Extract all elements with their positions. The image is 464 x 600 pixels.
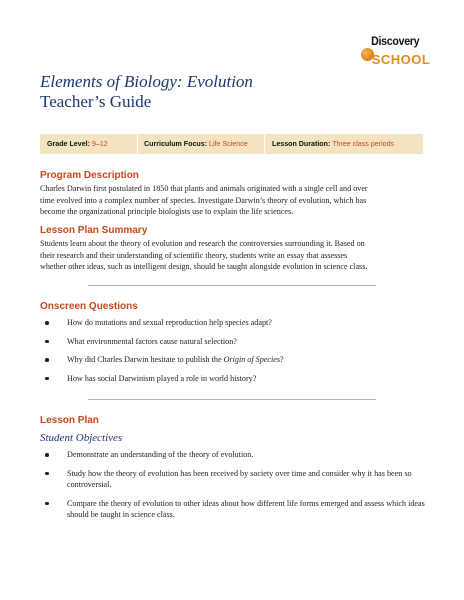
onscreen-questions-list (40, 317, 430, 391)
list-item (40, 468, 430, 491)
objective-text: Demonstrate an understanding of the theory of evolution. (67, 450, 254, 459)
text-line: Students learn about the theory of evolution and research the controversies surrounding it. Based on (40, 239, 365, 248)
lesson-plan-summary-text (40, 238, 434, 273)
bullet-icon (45, 358, 49, 362)
grade-level-label: Grade Level: (47, 140, 90, 148)
bullet-icon (45, 340, 49, 344)
list-item (40, 449, 430, 461)
objective-text: Study how the theory of evolution has been received by society over time and consider why it has been so controversial. (67, 468, 412, 489)
onscreen-questions-heading: Onscreen Questions (40, 301, 138, 312)
logo-school-text: SCHOOL (371, 52, 431, 67)
book-title: Origin of Species (223, 355, 281, 364)
student-objectives-heading: Student Objectives (40, 432, 123, 444)
text-line: become the organizational principle biologists use to explain the life sciences. (40, 207, 294, 216)
text-line: whether other ideas, such as intelligent design, should be taught alongside evolution in science class. (40, 262, 368, 271)
list-item (40, 498, 430, 521)
text-line: their research and their understanding of scientific theory, students write an essay that assesses (40, 250, 348, 260)
band-divider (264, 134, 265, 154)
bullet-icon (45, 377, 49, 381)
question-text: What environmental factors cause natural selection? (67, 336, 237, 346)
lesson-duration-value: Three class periods (332, 140, 395, 148)
lesson-info-band (40, 134, 423, 154)
student-objectives-list (40, 449, 430, 528)
section-divider (88, 285, 376, 286)
lesson-duration-label: Lesson Duration: (272, 140, 331, 148)
lesson-duration (272, 140, 394, 148)
objective-text: Compare the theory of evolution to other ideas about how different life forms emerged and assess which ideas should be taught in science class. (67, 498, 425, 519)
question-text: How do mutations and sexual reproduction help species adapt? (67, 318, 272, 327)
question-mark: ? (280, 355, 284, 364)
text-line: time evolved into a complex number of species. Investigate Darwin’s theory of evolution, which has (40, 195, 367, 205)
band-divider (137, 134, 138, 154)
list-item (40, 373, 430, 385)
text-line: Charles Darwin first postulated in 1850 that plants and animals originated with a single cell and over (40, 184, 368, 193)
lesson-plan-heading: Lesson Plan (40, 415, 99, 426)
question-text: Why did Charles Darwin hesitate to publish the (67, 355, 224, 364)
curriculum-focus-label: Curriculum Focus: (144, 140, 208, 148)
bullet-icon (45, 321, 49, 325)
list-item (40, 354, 430, 366)
guide-subtitle: Teacher’s Guide (40, 92, 152, 111)
list-item (40, 336, 430, 348)
bullet-icon (45, 453, 49, 457)
bullet-icon (45, 472, 49, 476)
question-text: How has social Darwinism played a role in world history? (67, 373, 257, 383)
grade-level-value: 9–12 (91, 140, 108, 148)
bullet-icon (45, 502, 49, 506)
curriculum-focus (144, 140, 248, 148)
grade-level (47, 140, 108, 148)
discovery-school-logo (363, 26, 433, 76)
program-description-heading: Program Description (40, 170, 139, 181)
list-item (40, 317, 430, 329)
lesson-plan-summary-heading: Lesson Plan Summary (40, 225, 148, 236)
section-divider (88, 399, 376, 400)
program-description-text (40, 183, 434, 218)
curriculum-focus-value: Life Science (209, 140, 248, 148)
logo-discovery-text: Discovery (371, 36, 420, 48)
guide-title: Elements of Biology: Evolution (40, 72, 253, 91)
